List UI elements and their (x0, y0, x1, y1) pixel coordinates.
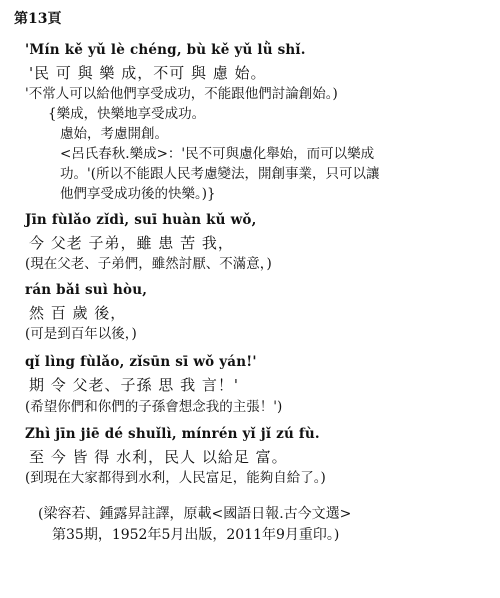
source-credit-line-1: (梁容若、鍾露昇註譯，原載<國語日報.古今文選> (38, 506, 352, 522)
page-number-header: 第13頁 (14, 11, 62, 27)
note-line-1: {樂成，快樂地享受成功。 (48, 106, 206, 122)
translation-line-3: (可是到百年以後，) (25, 326, 137, 342)
pinyin-line-3: rán bǎi suì hòu, (25, 282, 148, 298)
pinyin-line-2: Jīn fùlǎo zǐdì, suī huàn kǔ wǒ, (25, 212, 257, 228)
translation-line-1: '不常人可以給他們享受成功，不能跟他們討論創始。) (25, 86, 338, 102)
translation-line-4: (希望你們和你們的子孫會想念我的主張！') (25, 399, 283, 415)
chinese-line-2: 今 父老 子弟，雖 患 苦 我， (29, 234, 234, 252)
note-line-5: 他們享受成功後的快樂。)} (60, 186, 216, 202)
chinese-line-5: 至 今 皆 得 水利，民人 以給足 富。 (29, 448, 288, 466)
chinese-line-4: 期 令 父老、子孫 思 我 言！' (29, 376, 239, 394)
translation-line-2: (現在父老、子弟們，雖然討厭、不滿意，) (25, 256, 272, 272)
pinyin-line-1: 'Mín kě yǔ lè chéng, bù kě yǔ lǜ shǐ. (25, 42, 306, 58)
note-line-3: <呂氏春秋.樂成>：'民不可與慮化舉始，而可以樂成 (60, 146, 375, 162)
translation-line-5: (到現在大家都得到水利，人民富足，能夠自給了。) (25, 470, 326, 486)
pinyin-line-5: Zhì jīn jiē dé shuǐlì, mínrén yǐ jǐ zú fù. (25, 426, 320, 442)
chinese-line-1: '民 可 與 樂 成，不可 與 慮 始。 (29, 64, 267, 82)
note-line-4: 功。'(所以不能跟人民考慮變法，開創事業，只可以讓 (60, 166, 380, 182)
pinyin-line-4: qǐ lìng fùlǎo, zǐsūn sī wǒ yán!' (25, 354, 257, 370)
chinese-line-3: 然 百 歲 後， (29, 304, 127, 322)
source-credit-line-2: 第35期，1952年5月出版，2011年9月重印。) (52, 527, 340, 543)
note-line-2: 慮始，考慮開創。 (60, 126, 168, 142)
